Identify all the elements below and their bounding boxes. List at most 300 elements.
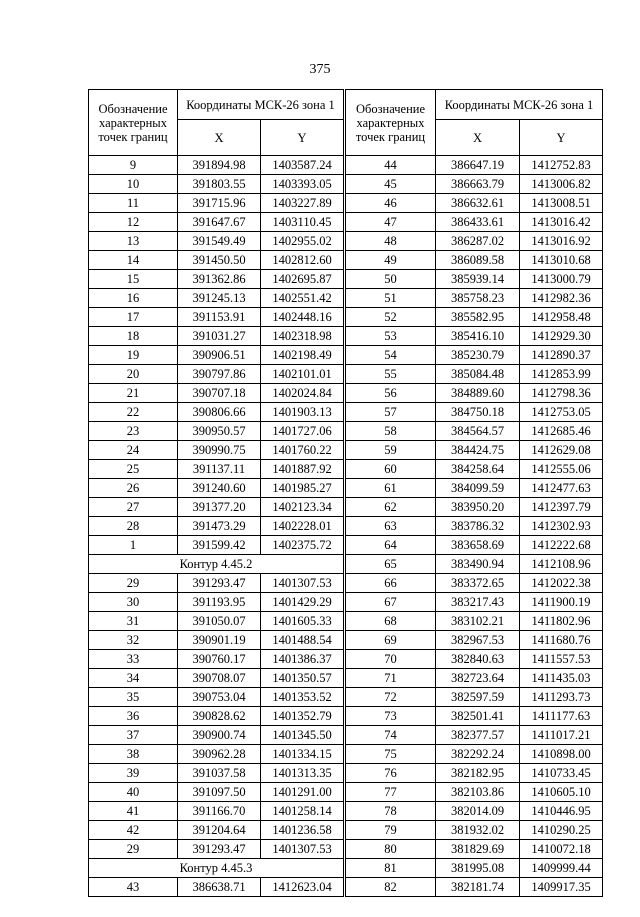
point-number-cell: 59 bbox=[346, 441, 436, 460]
point-number-cell: 81 bbox=[346, 859, 436, 878]
y-coordinate-cell: 1401727.06 bbox=[261, 422, 344, 441]
table-row bbox=[89, 650, 344, 669]
table-row bbox=[89, 726, 344, 745]
x-coordinate-cell: 386663.79 bbox=[436, 175, 520, 194]
point-number-cell: 29 bbox=[89, 840, 178, 859]
point-number-cell: 14 bbox=[89, 251, 178, 270]
point-number-cell: 33 bbox=[89, 650, 178, 669]
table-row bbox=[89, 631, 344, 650]
y-coordinate-cell: 1412629.08 bbox=[520, 441, 603, 460]
x-column-header: X bbox=[178, 120, 261, 156]
y-coordinate-cell: 1411557.53 bbox=[520, 650, 603, 669]
y-coordinate-cell: 1410605.10 bbox=[520, 783, 603, 802]
x-coordinate-cell: 391166.70 bbox=[178, 802, 261, 821]
table-row bbox=[346, 555, 603, 574]
point-number-cell: 12 bbox=[89, 213, 178, 232]
y-coordinate-cell: 1401307.53 bbox=[261, 840, 344, 859]
y-coordinate-cell: 1412222.68 bbox=[520, 536, 603, 555]
point-number-cell: 52 bbox=[346, 308, 436, 327]
y-coordinate-cell: 1401985.27 bbox=[261, 479, 344, 498]
x-coordinate-cell: 385939.14 bbox=[436, 270, 520, 289]
point-number-cell: 30 bbox=[89, 593, 178, 612]
point-number-cell: 49 bbox=[346, 251, 436, 270]
x-coordinate-cell: 391599.42 bbox=[178, 536, 261, 555]
table-row bbox=[346, 156, 603, 175]
x-coordinate-cell: 383490.94 bbox=[436, 555, 520, 574]
y-coordinate-cell: 1402955.02 bbox=[261, 232, 344, 251]
y-column-header: Y bbox=[520, 120, 603, 156]
table-row bbox=[89, 441, 344, 460]
y-coordinate-cell: 1403227.89 bbox=[261, 194, 344, 213]
point-number-cell: 19 bbox=[89, 346, 178, 365]
x-coordinate-cell: 382840.63 bbox=[436, 650, 520, 669]
point-number-cell: 41 bbox=[89, 802, 178, 821]
point-number-cell: 37 bbox=[89, 726, 178, 745]
x-coordinate-cell: 391377.20 bbox=[178, 498, 261, 517]
table-row bbox=[346, 194, 603, 213]
table-row bbox=[346, 175, 603, 194]
x-coordinate-cell: 382103.86 bbox=[436, 783, 520, 802]
y-coordinate-cell: 1401334.15 bbox=[261, 745, 344, 764]
point-number-cell: 42 bbox=[89, 821, 178, 840]
point-label-header: Обозначение характерных точек границ bbox=[89, 90, 178, 156]
point-number-cell: 54 bbox=[346, 346, 436, 365]
table-row bbox=[89, 669, 344, 688]
point-number-cell: 28 bbox=[89, 517, 178, 536]
y-coordinate-cell: 1402228.01 bbox=[261, 517, 344, 536]
table-row bbox=[89, 783, 344, 802]
x-coordinate-cell: 382014.09 bbox=[436, 802, 520, 821]
table-row bbox=[346, 213, 603, 232]
point-number-cell: 48 bbox=[346, 232, 436, 251]
point-number-cell: 17 bbox=[89, 308, 178, 327]
y-coordinate-cell: 1412623.04 bbox=[261, 878, 344, 897]
table-row bbox=[346, 726, 603, 745]
y-coordinate-cell: 1401488.54 bbox=[261, 631, 344, 650]
x-coordinate-cell: 386433.61 bbox=[436, 213, 520, 232]
x-coordinate-cell: 391097.50 bbox=[178, 783, 261, 802]
point-number-cell: 55 bbox=[346, 365, 436, 384]
x-coordinate-cell: 391450.50 bbox=[178, 251, 261, 270]
table-row bbox=[346, 403, 603, 422]
point-number-cell: 40 bbox=[89, 783, 178, 802]
point-number-cell: 26 bbox=[89, 479, 178, 498]
point-number-cell: 20 bbox=[89, 365, 178, 384]
table-row bbox=[89, 346, 344, 365]
y-coordinate-cell: 1413000.79 bbox=[520, 270, 603, 289]
y-coordinate-cell: 1401236.58 bbox=[261, 821, 344, 840]
table-row bbox=[346, 327, 603, 346]
y-coordinate-cell: 1402375.72 bbox=[261, 536, 344, 555]
x-coordinate-cell: 381829.69 bbox=[436, 840, 520, 859]
y-coordinate-cell: 1411900.19 bbox=[520, 593, 603, 612]
point-label-header: Обозначение характерных точек границ bbox=[346, 90, 436, 156]
x-coordinate-cell: 390900.74 bbox=[178, 726, 261, 745]
x-coordinate-cell: 391473.29 bbox=[178, 517, 261, 536]
table-row bbox=[346, 422, 603, 441]
table-row bbox=[89, 612, 344, 631]
table-row bbox=[346, 802, 603, 821]
point-number-cell: 44 bbox=[346, 156, 436, 175]
point-number-cell: 75 bbox=[346, 745, 436, 764]
x-coordinate-cell: 391549.49 bbox=[178, 232, 261, 251]
table-row bbox=[346, 593, 603, 612]
y-coordinate-cell: 1402551.42 bbox=[261, 289, 344, 308]
x-coordinate-cell: 390901.19 bbox=[178, 631, 261, 650]
x-coordinate-cell: 382723.64 bbox=[436, 669, 520, 688]
x-coordinate-cell: 385758.23 bbox=[436, 289, 520, 308]
y-coordinate-cell: 1410290.25 bbox=[520, 821, 603, 840]
point-number-cell: 47 bbox=[346, 213, 436, 232]
table-row bbox=[89, 194, 344, 213]
table-row bbox=[89, 593, 344, 612]
point-number-cell: 13 bbox=[89, 232, 178, 251]
table-row bbox=[346, 821, 603, 840]
table-row bbox=[346, 688, 603, 707]
point-number-cell: 53 bbox=[346, 327, 436, 346]
point-number-cell: 43 bbox=[89, 878, 178, 897]
y-coordinate-cell: 1411293.73 bbox=[520, 688, 603, 707]
y-coordinate-cell: 1411680.76 bbox=[520, 631, 603, 650]
left-table-body bbox=[89, 156, 344, 897]
table-row bbox=[346, 460, 603, 479]
table-row bbox=[346, 232, 603, 251]
x-coordinate-cell: 390708.07 bbox=[178, 669, 261, 688]
point-number-cell: 78 bbox=[346, 802, 436, 821]
table-row bbox=[346, 669, 603, 688]
table-row bbox=[89, 517, 344, 536]
table-row bbox=[89, 707, 344, 726]
y-coordinate-cell: 1401313.35 bbox=[261, 764, 344, 783]
y-coordinate-cell: 1413006.82 bbox=[520, 175, 603, 194]
x-column-header: X bbox=[436, 120, 520, 156]
y-coordinate-cell: 1411177.63 bbox=[520, 707, 603, 726]
y-column-header: Y bbox=[261, 120, 344, 156]
point-number-cell: 35 bbox=[89, 688, 178, 707]
table-row bbox=[346, 251, 603, 270]
table-row bbox=[89, 745, 344, 764]
point-number-cell: 50 bbox=[346, 270, 436, 289]
point-number-cell: 16 bbox=[89, 289, 178, 308]
y-coordinate-cell: 1401386.37 bbox=[261, 650, 344, 669]
point-number-cell: 15 bbox=[89, 270, 178, 289]
x-coordinate-cell: 383950.20 bbox=[436, 498, 520, 517]
table-row bbox=[346, 650, 603, 669]
x-coordinate-cell: 386089.58 bbox=[436, 251, 520, 270]
point-number-cell: 70 bbox=[346, 650, 436, 669]
point-number-cell: 10 bbox=[89, 175, 178, 194]
table-row bbox=[89, 878, 344, 897]
table-row bbox=[89, 688, 344, 707]
point-number-cell: 62 bbox=[346, 498, 436, 517]
coordinates-table-left bbox=[88, 89, 344, 897]
contour-label: Контур 4.45.2 bbox=[89, 555, 344, 574]
point-number-cell: 69 bbox=[346, 631, 436, 650]
x-coordinate-cell: 382377.57 bbox=[436, 726, 520, 745]
y-coordinate-cell: 1402812.60 bbox=[261, 251, 344, 270]
x-coordinate-cell: 390707.18 bbox=[178, 384, 261, 403]
table-row bbox=[346, 365, 603, 384]
y-coordinate-cell: 1412555.06 bbox=[520, 460, 603, 479]
table-row bbox=[89, 289, 344, 308]
y-coordinate-cell: 1402198.49 bbox=[261, 346, 344, 365]
y-coordinate-cell: 1401258.14 bbox=[261, 802, 344, 821]
x-coordinate-cell: 391153.91 bbox=[178, 308, 261, 327]
table-row bbox=[89, 175, 344, 194]
table-row bbox=[346, 612, 603, 631]
table-row bbox=[346, 840, 603, 859]
point-number-cell: 29 bbox=[89, 574, 178, 593]
point-number-cell: 11 bbox=[89, 194, 178, 213]
x-coordinate-cell: 391362.86 bbox=[178, 270, 261, 289]
table-row bbox=[346, 346, 603, 365]
coordinates-table-right bbox=[345, 89, 603, 897]
point-number-cell: 65 bbox=[346, 555, 436, 574]
point-number-cell: 23 bbox=[89, 422, 178, 441]
point-number-cell: 32 bbox=[89, 631, 178, 650]
x-coordinate-cell: 383658.69 bbox=[436, 536, 520, 555]
y-coordinate-cell: 1411017.21 bbox=[520, 726, 603, 745]
x-coordinate-cell: 382181.74 bbox=[436, 878, 520, 897]
y-coordinate-cell: 1401760.22 bbox=[261, 441, 344, 460]
point-number-cell: 58 bbox=[346, 422, 436, 441]
point-number-cell: 25 bbox=[89, 460, 178, 479]
x-coordinate-cell: 390906.51 bbox=[178, 346, 261, 365]
point-number-cell: 1 bbox=[89, 536, 178, 555]
y-coordinate-cell: 1411435.03 bbox=[520, 669, 603, 688]
y-coordinate-cell: 1412853.99 bbox=[520, 365, 603, 384]
y-coordinate-cell: 1412108.96 bbox=[520, 555, 603, 574]
y-coordinate-cell: 1403110.45 bbox=[261, 213, 344, 232]
point-number-cell: 68 bbox=[346, 612, 436, 631]
table-row bbox=[89, 764, 344, 783]
x-coordinate-cell: 391050.07 bbox=[178, 612, 261, 631]
y-coordinate-cell: 1401429.29 bbox=[261, 593, 344, 612]
table-row bbox=[89, 840, 344, 859]
x-coordinate-cell: 385582.95 bbox=[436, 308, 520, 327]
y-coordinate-cell: 1403393.05 bbox=[261, 175, 344, 194]
y-coordinate-cell: 1413010.68 bbox=[520, 251, 603, 270]
table-row bbox=[89, 574, 344, 593]
y-coordinate-cell: 1401307.53 bbox=[261, 574, 344, 593]
point-number-cell: 66 bbox=[346, 574, 436, 593]
table-row bbox=[346, 631, 603, 650]
y-coordinate-cell: 1401350.57 bbox=[261, 669, 344, 688]
table-row bbox=[346, 517, 603, 536]
table-row bbox=[346, 308, 603, 327]
x-coordinate-cell: 386638.71 bbox=[178, 878, 261, 897]
table-row bbox=[89, 536, 344, 555]
x-coordinate-cell: 391803.55 bbox=[178, 175, 261, 194]
table-row bbox=[346, 270, 603, 289]
table-row bbox=[89, 498, 344, 517]
point-number-cell: 77 bbox=[346, 783, 436, 802]
point-number-cell: 39 bbox=[89, 764, 178, 783]
x-coordinate-cell: 385416.10 bbox=[436, 327, 520, 346]
point-number-cell: 18 bbox=[89, 327, 178, 346]
x-coordinate-cell: 385084.48 bbox=[436, 365, 520, 384]
y-coordinate-cell: 1412753.05 bbox=[520, 403, 603, 422]
y-coordinate-cell: 1412958.48 bbox=[520, 308, 603, 327]
coord-system-header: Координаты МСК-26 зона 1 bbox=[178, 90, 344, 120]
point-number-cell: 9 bbox=[89, 156, 178, 175]
x-coordinate-cell: 381932.02 bbox=[436, 821, 520, 840]
y-coordinate-cell: 1412302.93 bbox=[520, 517, 603, 536]
table-row bbox=[346, 498, 603, 517]
contour-row bbox=[89, 859, 344, 878]
point-number-cell: 27 bbox=[89, 498, 178, 517]
y-coordinate-cell: 1410898.00 bbox=[520, 745, 603, 764]
point-number-cell: 24 bbox=[89, 441, 178, 460]
page-number: 375 bbox=[309, 62, 331, 77]
point-number-cell: 56 bbox=[346, 384, 436, 403]
point-number-cell: 46 bbox=[346, 194, 436, 213]
point-number-cell: 51 bbox=[346, 289, 436, 308]
point-number-cell: 63 bbox=[346, 517, 436, 536]
x-coordinate-cell: 390797.86 bbox=[178, 365, 261, 384]
x-coordinate-cell: 383786.32 bbox=[436, 517, 520, 536]
x-coordinate-cell: 383217.43 bbox=[436, 593, 520, 612]
y-coordinate-cell: 1402123.34 bbox=[261, 498, 344, 517]
point-number-cell: 74 bbox=[346, 726, 436, 745]
x-coordinate-cell: 391037.58 bbox=[178, 764, 261, 783]
y-coordinate-cell: 1412477.63 bbox=[520, 479, 603, 498]
table-row bbox=[89, 403, 344, 422]
y-coordinate-cell: 1412685.46 bbox=[520, 422, 603, 441]
point-number-cell: 67 bbox=[346, 593, 436, 612]
y-coordinate-cell: 1401605.33 bbox=[261, 612, 344, 631]
x-coordinate-cell: 390760.17 bbox=[178, 650, 261, 669]
point-number-cell: 80 bbox=[346, 840, 436, 859]
y-coordinate-cell: 1413016.92 bbox=[520, 232, 603, 251]
x-coordinate-cell: 382292.24 bbox=[436, 745, 520, 764]
table-row bbox=[346, 384, 603, 403]
point-number-cell: 61 bbox=[346, 479, 436, 498]
y-coordinate-cell: 1402448.16 bbox=[261, 308, 344, 327]
x-coordinate-cell: 391137.11 bbox=[178, 460, 261, 479]
x-coordinate-cell: 382597.59 bbox=[436, 688, 520, 707]
y-coordinate-cell: 1411802.96 bbox=[520, 612, 603, 631]
x-coordinate-cell: 384564.57 bbox=[436, 422, 520, 441]
table-row bbox=[89, 365, 344, 384]
y-coordinate-cell: 1409999.44 bbox=[520, 859, 603, 878]
x-coordinate-cell: 384424.75 bbox=[436, 441, 520, 460]
table-row bbox=[89, 460, 344, 479]
x-coordinate-cell: 381995.08 bbox=[436, 859, 520, 878]
point-number-cell: 57 bbox=[346, 403, 436, 422]
table-row bbox=[346, 878, 603, 897]
table-row bbox=[89, 213, 344, 232]
y-coordinate-cell: 1402101.01 bbox=[261, 365, 344, 384]
table-row bbox=[89, 327, 344, 346]
x-coordinate-cell: 391245.13 bbox=[178, 289, 261, 308]
x-coordinate-cell: 390753.04 bbox=[178, 688, 261, 707]
x-coordinate-cell: 390990.75 bbox=[178, 441, 261, 460]
y-coordinate-cell: 1403587.24 bbox=[261, 156, 344, 175]
x-coordinate-cell: 390950.57 bbox=[178, 422, 261, 441]
table-row bbox=[346, 745, 603, 764]
y-coordinate-cell: 1401291.00 bbox=[261, 783, 344, 802]
y-coordinate-cell: 1401887.92 bbox=[261, 460, 344, 479]
x-coordinate-cell: 386287.02 bbox=[436, 232, 520, 251]
x-coordinate-cell: 384099.59 bbox=[436, 479, 520, 498]
y-coordinate-cell: 1412752.83 bbox=[520, 156, 603, 175]
x-coordinate-cell: 385230.79 bbox=[436, 346, 520, 365]
x-coordinate-cell: 384258.64 bbox=[436, 460, 520, 479]
y-coordinate-cell: 1413008.51 bbox=[520, 194, 603, 213]
contour-row bbox=[89, 555, 344, 574]
y-coordinate-cell: 1410733.45 bbox=[520, 764, 603, 783]
x-coordinate-cell: 391204.64 bbox=[178, 821, 261, 840]
y-coordinate-cell: 1402695.87 bbox=[261, 270, 344, 289]
point-number-cell: 45 bbox=[346, 175, 436, 194]
x-coordinate-cell: 382182.95 bbox=[436, 764, 520, 783]
y-coordinate-cell: 1402318.98 bbox=[261, 327, 344, 346]
table-row bbox=[89, 422, 344, 441]
x-coordinate-cell: 386632.61 bbox=[436, 194, 520, 213]
table-row bbox=[89, 802, 344, 821]
y-coordinate-cell: 1401903.13 bbox=[261, 403, 344, 422]
table-row bbox=[89, 156, 344, 175]
contour-label: Контур 4.45.3 bbox=[89, 859, 344, 878]
y-coordinate-cell: 1410072.18 bbox=[520, 840, 603, 859]
x-coordinate-cell: 383372.65 bbox=[436, 574, 520, 593]
y-coordinate-cell: 1409917.35 bbox=[520, 878, 603, 897]
x-coordinate-cell: 390806.66 bbox=[178, 403, 261, 422]
x-coordinate-cell: 391293.47 bbox=[178, 574, 261, 593]
x-coordinate-cell: 391240.60 bbox=[178, 479, 261, 498]
point-number-cell: 64 bbox=[346, 536, 436, 555]
point-number-cell: 79 bbox=[346, 821, 436, 840]
point-number-cell: 21 bbox=[89, 384, 178, 403]
y-coordinate-cell: 1410446.95 bbox=[520, 802, 603, 821]
table-row bbox=[89, 384, 344, 403]
point-number-cell: 22 bbox=[89, 403, 178, 422]
x-coordinate-cell: 391894.98 bbox=[178, 156, 261, 175]
point-number-cell: 73 bbox=[346, 707, 436, 726]
y-coordinate-cell: 1412022.38 bbox=[520, 574, 603, 593]
y-coordinate-cell: 1412982.36 bbox=[520, 289, 603, 308]
x-coordinate-cell: 382501.41 bbox=[436, 707, 520, 726]
table-row bbox=[89, 479, 344, 498]
point-number-cell: 60 bbox=[346, 460, 436, 479]
point-number-cell: 82 bbox=[346, 878, 436, 897]
x-coordinate-cell: 382967.53 bbox=[436, 631, 520, 650]
x-coordinate-cell: 391193.95 bbox=[178, 593, 261, 612]
y-coordinate-cell: 1412397.79 bbox=[520, 498, 603, 517]
table-row bbox=[346, 859, 603, 878]
x-coordinate-cell: 390828.62 bbox=[178, 707, 261, 726]
x-coordinate-cell: 391031.27 bbox=[178, 327, 261, 346]
x-coordinate-cell: 391715.96 bbox=[178, 194, 261, 213]
table-row bbox=[89, 251, 344, 270]
table-row bbox=[89, 821, 344, 840]
table-row bbox=[346, 574, 603, 593]
point-number-cell: 31 bbox=[89, 612, 178, 631]
x-coordinate-cell: 386647.19 bbox=[436, 156, 520, 175]
y-coordinate-cell: 1401352.79 bbox=[261, 707, 344, 726]
y-coordinate-cell: 1413016.42 bbox=[520, 213, 603, 232]
y-coordinate-cell: 1402024.84 bbox=[261, 384, 344, 403]
point-number-cell: 76 bbox=[346, 764, 436, 783]
x-coordinate-cell: 384750.18 bbox=[436, 403, 520, 422]
x-coordinate-cell: 391293.47 bbox=[178, 840, 261, 859]
y-coordinate-cell: 1401345.50 bbox=[261, 726, 344, 745]
point-number-cell: 72 bbox=[346, 688, 436, 707]
y-coordinate-cell: 1401353.52 bbox=[261, 688, 344, 707]
table-row bbox=[346, 764, 603, 783]
table-row bbox=[89, 232, 344, 251]
